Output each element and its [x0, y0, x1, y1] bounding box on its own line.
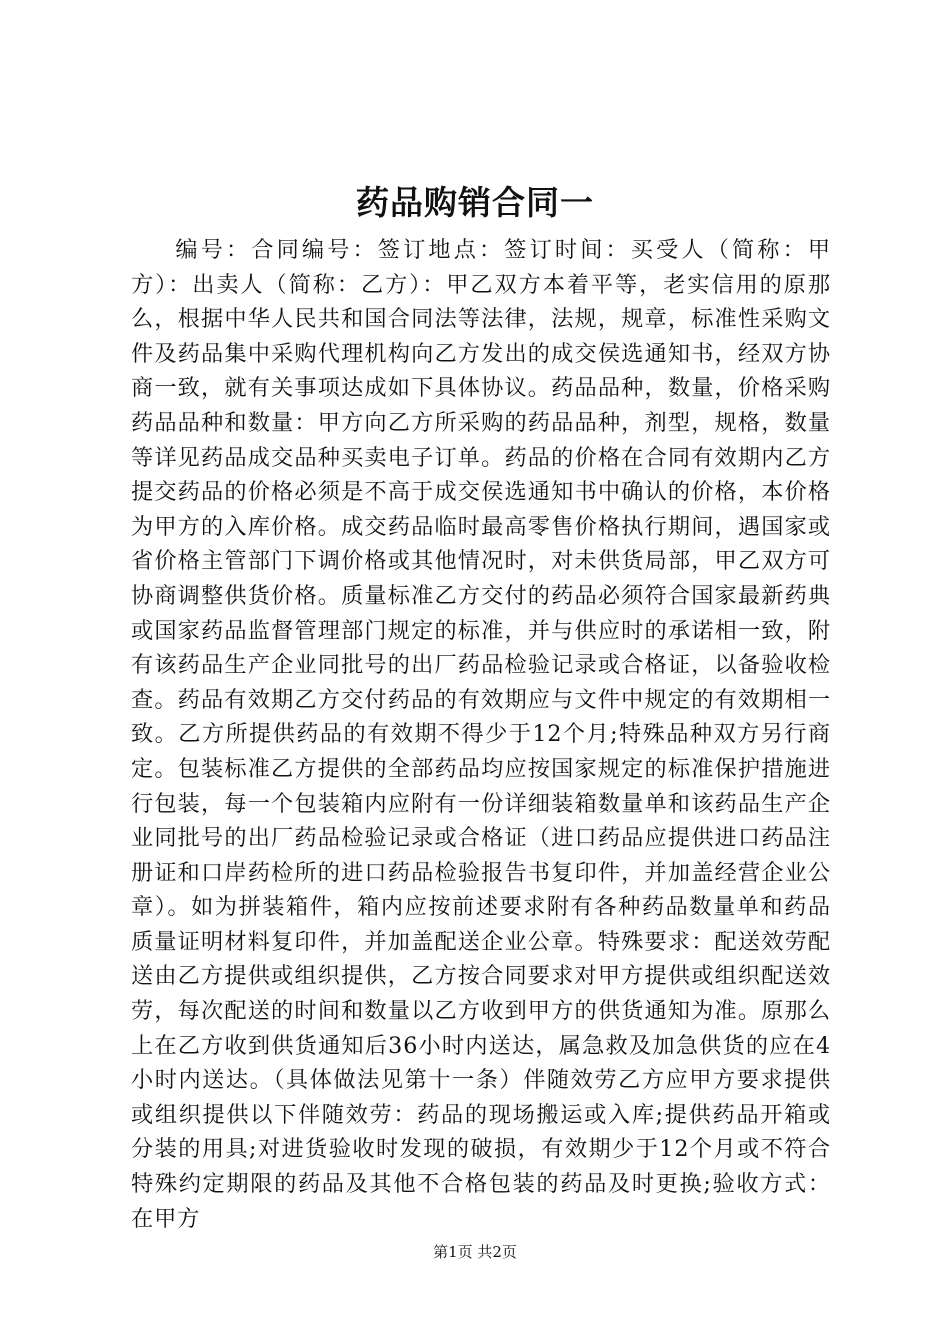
page-footer: 第1页 共2页	[433, 1243, 517, 1261]
document-body: 编号：合同编号：签订地点：签订时间：买受人（简称：甲方）：出卖人（简称：乙方）：甲乙双方本着平等，老实信用的原那么，根据中华人民共和国合同法等法律，法规，规章，标准性采购文件及药品集中采购代理机构向乙方发出的成交侯选通知书，经双方协商一致，就有关事项达成如下具体协议。药品品种，数量，价格采购药品品种和数量：甲方向乙方所采购的药品品种，剂型，规格，数量等详见药品成交品种买卖电子订单。药品的价格在合同有效期内乙方提交药品的价格必须是不高于成交侯选通知书中确认的价格，本价格为甲方的入库价格。成交药品临时最高零售价格执行期间，遇国家或省价格主管部门下调价格或其他情况时，对未供货局部，甲乙双方可协商调整供货价格。质量标准乙方交付的药品必须符合国家最新药典或国家药品监督管理部门规定的标准，并与供应时的承诺相一致，附有该药品生产企业同批号的出厂药品检验记录或合格证，以备验收检查。药品有效期乙方交付药品的有效期应与文件中规定的有效期相一致。乙方所提供药品的有效期不得少于12个月;特殊品种双方另行商定。包装标准乙方提供的全部药品均应按国家规定的标准保护措施进行包装，每一个包装箱内应附有一份详细装箱数量单和该药品生产企业同批号的出厂药品检验记录或合格证（进口药品应提供进口药品注册证和口岸药检所的进口药品检验报告书复印件，并加盖经营企业公章）。如为拼装箱件，箱内应按前述要求附有各种药品数量单和药品质量证明材料复印件，并加盖配送企业公章。特殊要求：配送效劳配送由乙方提供或组织提供，乙方按合同要求对甲方提供或组织配送效劳，每次配送的时间和数量以乙方收到甲方的供货通知为准。原那么上在乙方收到供货通知后36小时内送达，属急救及加急供货的应在4小时内送达。（具体做法见第十一条）伴随效劳乙方应甲方要求提供或组织提供以下伴随效劳：药品的现场搬运或入库;提供药品开箱或分装的用具;对进货验收时发现的破损，有效期少于12个月或不符合特殊约定期限的药品及其他不合格包装的药品及时更换;验收方式：在甲方	[131, 237, 831, 1232]
document-title: 药品购销合同一	[356, 183, 594, 222]
